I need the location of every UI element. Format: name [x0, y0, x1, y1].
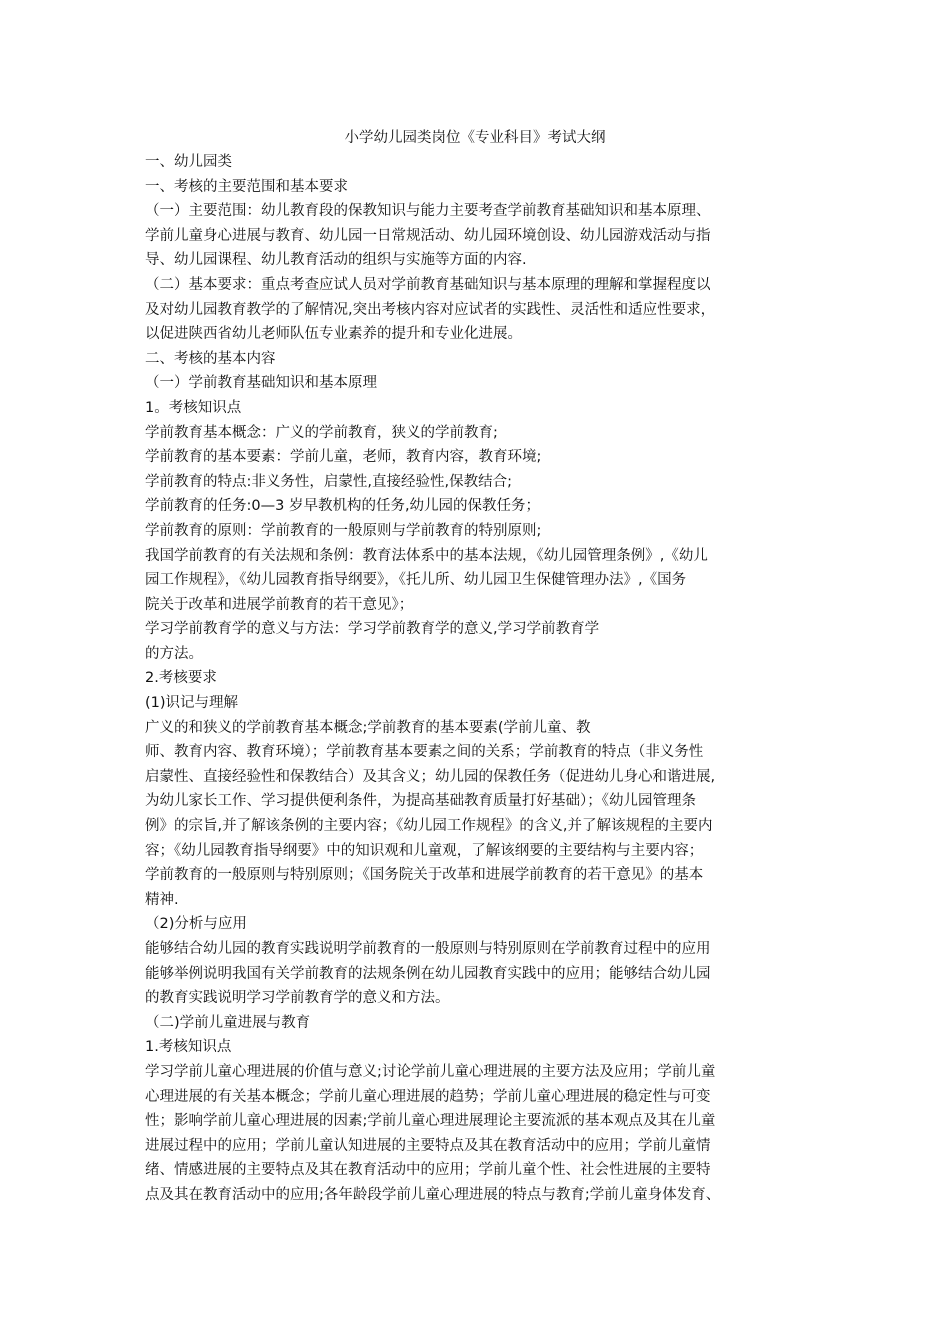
body-text-line: 的教育实践说明学习学前教育学的意义和方法。: [145, 990, 450, 1007]
body-text-line: 绪、情感进展的主要特点及其在教育活动中的应用；学前儿童个性、社会性进展的主要特: [145, 1162, 711, 1179]
body-text-line: （二)学前儿童进展与教育: [145, 1014, 311, 1031]
body-text-line: 学习学前儿童心理进展的价值与意义;讨论学前儿童心理进展的主要方法及应用；学前儿童: [145, 1063, 716, 1080]
body-text-line: 师、教育内容、教育环境）；学前教育基本要素之间的关系；学前教育的特点（非义务性: [145, 744, 704, 761]
body-text-line: （一）主要范围：幼儿教育段的保教知识与能力主要考查学前教育基础知识和基本原理、: [145, 203, 711, 220]
body-text-line: 例》的宗旨,并了解该条例的主要内容；《幼儿园工作规程》的含义,并了解该规程的主要内: [145, 818, 713, 835]
body-text-line: 的方法。: [145, 645, 203, 662]
body-text-line: 我国学前教育的有关法规和条例：教育法体系中的基本法规，《幼儿园管理条例》,《幼儿: [145, 547, 708, 564]
body-text-line: 点及其在教育活动中的应用;各年龄段学前儿童心理进展的特点与教育;学前儿童身体发育、: [145, 1186, 721, 1203]
body-text-line: 性；影响学前儿童心理进展的因素;学前儿童心理进展理论主要流派的基本观点及其在儿童: [145, 1113, 716, 1130]
body-text-line: 及对幼儿园教育教学的了解情况,突出考核内容对应试者的实践性、灵活性和适应性要求，: [145, 301, 716, 318]
body-text-line: 能够结合幼儿园的教育实践说明学前教育的一般原则与特别原则在学前教育过程中的应用: [145, 941, 711, 957]
body-text-line: 容；《幼儿园教育指导纲要》中的知识观和儿童观，了解该纲要的主要结构与主要内容；: [145, 842, 704, 859]
body-text-line: 能够举例说明我国有关学前教育的法规条例在幼儿园教育实践中的应用；能够结合幼儿园: [145, 965, 711, 982]
body-text-line: 学前教育的特点:非义务性，启蒙性,直接经验性,保教结合;: [145, 473, 512, 490]
body-text-line: 启蒙性、直接经验性和保教结合）及其含义；幼儿园的保教任务（促进幼儿身心和谐进展,: [145, 768, 716, 785]
body-text-line: 学前儿童身心进展与教育、幼儿园一日常规活动、幼儿园环境创设、幼儿园游戏活动与指: [145, 227, 711, 244]
body-text-line: 学习学前教育学的意义与方法：学习学前教育学的意义,学习学前教育学: [145, 621, 600, 638]
body-text-line: 广义的和狭义的学前教育基本概念;学前教育的基本要素(学前儿童、教: [145, 719, 591, 736]
body-text-line: 一、幼儿园类: [145, 154, 232, 170]
body-text-line: 二、考核的基本内容: [145, 350, 276, 367]
body-text-line: 学前教育的一般原则与特别原则；《国务院关于改革和进展学前教育的若干意见》的基本: [145, 867, 704, 884]
body-text-line: 一、考核的主要范围和基本要求: [145, 178, 348, 195]
body-text-line: 以促进陕西省幼儿老师队伍专业素养的提升和专业化进展。: [145, 326, 522, 343]
body-text-line: 心理进展的有关基本概念；学前儿童心理进展的趋势；学前儿童心理进展的稳定性与可变: [145, 1088, 711, 1105]
body-text-line: 进展过程中的应用；学前儿童认知进展的主要特点及其在教育活动中的应用；学前儿童情: [145, 1137, 711, 1154]
body-text-line: 学前教育基本概念：广义的学前教育，狭义的学前教育;: [145, 424, 498, 441]
body-text-line: 为幼儿家长工作、学习提供便利条件，为提高基础教育质量打好基础）；《幼儿园管理条: [145, 793, 696, 810]
body-text-line: 2.考核要求: [145, 670, 217, 687]
body-text-line: 导、幼儿园课程、幼儿教育活动的组织与实施等方面的内容.: [145, 252, 527, 269]
body-text-line: 学前教育的原则：学前教育的一般原则与学前教育的特别原则;: [145, 522, 542, 539]
document-title: 小学幼儿园类岗位《专业科目》考试大纲: [344, 130, 606, 146]
body-text-line: （一）学前教育基础知识和基本原理: [145, 375, 377, 392]
body-text-line: 学前教育的基本要素：学前儿童，老师，教育内容，教育环境;: [145, 449, 542, 466]
body-text-line: 院关于改革和进展学前教育的若干意见》；: [145, 596, 414, 613]
body-text-line: （二）基本要求：重点考查应试人员对学前教育基础知识与基本原理的理解和掌握程度以: [145, 276, 711, 293]
body-text-line: 园工作规程》，《幼儿园教育指导纲要》，《托儿所、幼儿园卫生保健管理办法》,《国务: [145, 572, 687, 589]
body-text-line: 1。考核知识点: [145, 399, 242, 416]
body-text-line: 1.考核知识点: [145, 1039, 232, 1056]
body-text-line: (1)识记与理解: [145, 695, 239, 712]
body-text-line: （2)分析与应用: [145, 916, 247, 933]
body-text-line: 精神.: [145, 891, 179, 908]
document-body: [145, 150, 815, 1208]
body-text-line: 学前教育的任务:0—3 岁早教机构的任务,幼儿园的保教任务；: [145, 498, 541, 515]
